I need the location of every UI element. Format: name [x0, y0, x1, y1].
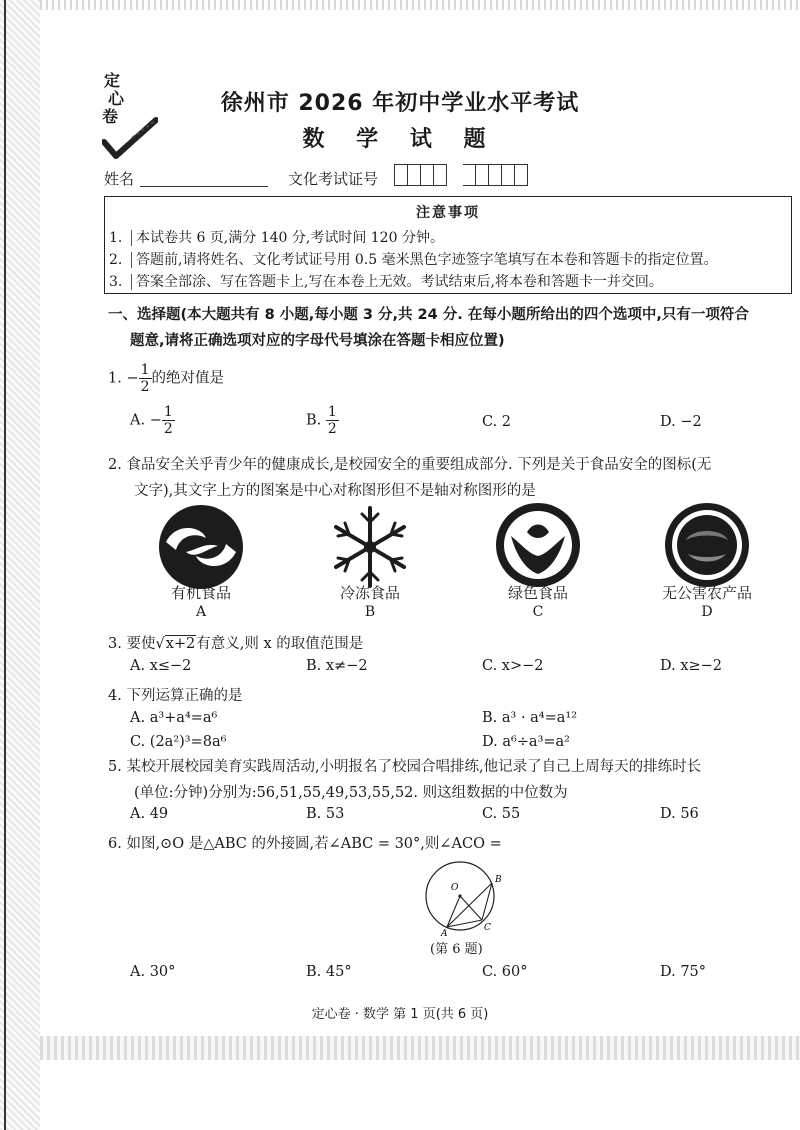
icon-label-c: 绿色食品: [507, 584, 568, 602]
stamp-char-1: 定: [104, 71, 121, 90]
exam-title: 徐州市 2026 年初中学业水平考试: [220, 91, 580, 116]
q4-option-b[interactable]: B. a³ · a⁴=a¹²: [482, 710, 578, 726]
fraction: $\frac{1}{2}$: [140, 362, 150, 395]
point-o-label: O: [451, 883, 459, 893]
figure-caption: (第 6 题): [430, 942, 483, 957]
q6-circle-figure: [414, 856, 514, 936]
name-field[interactable]: [140, 186, 268, 187]
point-a-label: A: [441, 929, 448, 936]
point-c-label: C: [484, 923, 491, 933]
notice-item: 3. 答案全部涂、写在答题卡上,写在本卷上无效。考试结束后,将本卷和答题卡一并交回。: [109, 274, 663, 290]
q2-option-b[interactable]: B: [364, 604, 376, 620]
q5-option-d[interactable]: D. 56: [660, 806, 699, 822]
exam-subtitle: 数 学 试 题: [302, 127, 498, 152]
q5-option-a[interactable]: A. 49: [130, 806, 169, 822]
section-heading: 一、选择题(本大题共有 8 小题,每小题 3 分,共 24 分. 在每小题所给出的四个选项中,只有一项符合 题意,请将正确选项对应的字母代号填涂在答题卡相应位置): [108, 307, 749, 349]
q1-option-b[interactable]: B. $\frac{1}{2}$: [306, 404, 337, 437]
q1-option-c[interactable]: C. 2: [482, 414, 512, 430]
q6-option-b[interactable]: B. 45°: [306, 964, 352, 980]
question-6: 6. 如图,⊙O 是△ABC 的外接圆,若∠ABC = 30°,则∠ACO =: [108, 836, 502, 852]
organic-food-icon: [156, 502, 246, 592]
q3-option-a[interactable]: A. x≤−2: [130, 658, 192, 674]
question-1: 1. − $\frac{1}{2}$ 的绝对值是: [108, 362, 225, 395]
q2-option-a[interactable]: A: [195, 604, 207, 620]
q3-option-c[interactable]: C. x>−2: [482, 658, 544, 674]
notice-item: 1. 本试卷共 6 页,满分 140 分,考试时间 120 分钟。: [109, 230, 444, 246]
icon-label-b: 冷冻食品: [339, 584, 400, 602]
q4-option-a[interactable]: A. a³+a⁴=a⁶: [130, 710, 218, 726]
green-food-icon: [493, 500, 583, 590]
q4-option-d[interactable]: D. a⁶÷a³=a²: [482, 734, 570, 750]
q2-option-d[interactable]: D: [701, 604, 713, 620]
q3-option-b[interactable]: B. x≠−2: [306, 658, 368, 674]
icon-label-a: 有机食品: [170, 584, 231, 602]
notice-box: [104, 196, 792, 294]
question-5: 5. 某校开展校园美育实践周活动,小明报名了校园合唱排练,他记录了自己上周每天的排练时长 (单位:分钟)分别为:56,51,55,49,53,55,52. 则这组数据的中位数为: [108, 759, 702, 801]
question-4: 4. 下列运算正确的是: [108, 688, 243, 704]
icon-label-d: 无公害农产品: [661, 584, 752, 602]
q6-option-d[interactable]: D. 75°: [660, 964, 707, 980]
q6-option-c[interactable]: C. 60°: [482, 964, 528, 980]
candidate-info-row: [104, 164, 784, 190]
page-footer: 定心卷 · 数学 第 1 页(共 6 页): [311, 1007, 489, 1022]
name-label: 姓名: [104, 170, 135, 188]
question-2: 2. 食品安全关乎青少年的健康成长,是校园安全的重要组成部分. 下列是关于食品安全的图标(无 文字),其文字上方的图案是中心对称图形但不是轴对称图形的是: [108, 457, 712, 499]
stamp-char-3: 卷: [102, 107, 119, 126]
q4-option-c[interactable]: C. (2a²)³=8a⁶: [130, 734, 227, 750]
notice-item: 2. 答题前,请将姓名、文化考试证号用 0.5 毫米黑色字迹签字笔填写在本卷和答题卡的指定位置。: [109, 252, 718, 268]
exam-id-boxes[interactable]: [394, 164, 528, 186]
question-3: 3. 要使√x+2有意义,则 x 的取值范围是: [108, 636, 364, 652]
frozen-food-icon: [325, 502, 415, 592]
q1-option-d[interactable]: D. −2: [660, 414, 702, 430]
notice-title: 注意事项: [416, 205, 480, 221]
q5-option-c[interactable]: C. 55: [482, 806, 521, 822]
q5-option-b[interactable]: B. 53: [306, 806, 345, 822]
stamp-char-2: 心: [108, 89, 125, 108]
q6-option-a[interactable]: A. 30°: [130, 964, 176, 980]
q1-option-a[interactable]: A. − $\frac{1}{2}$: [130, 404, 173, 437]
q2-option-c[interactable]: C: [532, 604, 544, 620]
q3-option-d[interactable]: D. x≥−2: [660, 658, 723, 674]
pollution-free-icon: [662, 500, 752, 590]
radical-expression: x+2: [165, 636, 196, 652]
point-b-label: B: [495, 875, 502, 885]
exam-id-label: 文化考试证号: [288, 170, 379, 188]
